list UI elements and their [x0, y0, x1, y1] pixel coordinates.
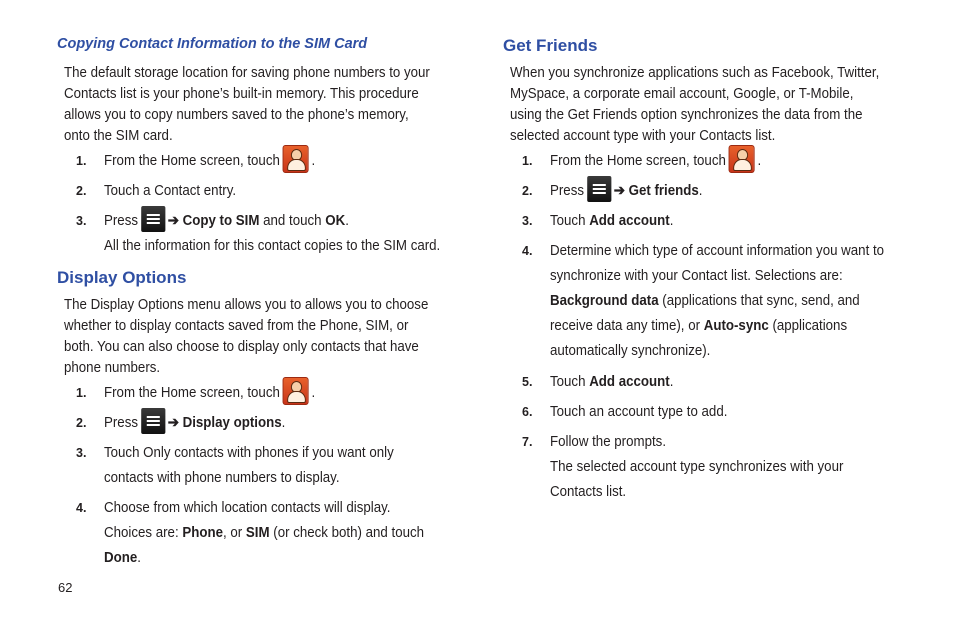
step-number: 2. — [76, 416, 87, 430]
step-text: Touch Only contacts with phones if you want only contacts with phone numbers to display. — [104, 445, 394, 486]
contacts-icon — [729, 145, 755, 173]
step-number: 4. — [522, 244, 533, 258]
step-text: From the Home screen, touch . — [550, 149, 887, 174]
step-number: 2. — [76, 184, 87, 198]
step-note: The selected account type synchronizes with your Contacts list. — [550, 459, 844, 500]
step-text: Touch a Contact entry. — [104, 183, 237, 199]
step-text: Choose from which location contacts will display. Choices are: Phone, or SIM (or check both) and touch Done. — [104, 500, 425, 566]
step-text: Press ➔ Get friends. — [550, 179, 887, 204]
display-options-intro: The Display Options menu allows you to allows you to choose whether to display contacts saved from the Phone, SIM, or both. You can also choose to display only contacts that have phone numbers. — [64, 297, 429, 376]
step-text: Press ➔ Copy to SIM and touch OK. All the information for this contact copies to the SIM card. — [104, 209, 441, 259]
step-number: 5. — [522, 375, 533, 389]
menu-icon — [141, 206, 165, 232]
step-text: From the Home screen, touch . — [104, 149, 441, 174]
step-number: 6. — [522, 405, 533, 419]
menu-icon — [141, 408, 165, 434]
display-options-heading: Display Options — [57, 268, 187, 287]
contacts-icon — [283, 377, 309, 405]
step-number: 4. — [76, 501, 87, 515]
step-number: 1. — [76, 386, 87, 400]
step-number: 3. — [76, 214, 87, 228]
page-number: 62 — [58, 580, 73, 595]
copy-sim-intro: The default storage location for saving phone numbers to your Contacts list is your phone’s built-in memory. This procedure allows you to copy numbers saved to the phone’s memory, onto the SIM card. — [64, 65, 430, 144]
step-text: From the Home screen, touch . — [104, 381, 441, 406]
step-text: Touch Add account. — [550, 374, 674, 390]
menu-icon — [587, 176, 611, 202]
step-text: Press ➔ Display options. — [104, 411, 441, 436]
step-number: 7. — [522, 435, 533, 449]
step-number: 1. — [76, 154, 87, 168]
contacts-icon — [283, 145, 309, 173]
step-number: 3. — [76, 446, 87, 460]
get-friends-intro: When you synchronize applications such as Facebook, Twitter, MySpace, a corporate email account, Google, or T-Mobile, using the Get Friends option synchronizes the data from the selected account type with your Contacts list. — [510, 65, 880, 144]
step-text: Touch Add account. — [550, 213, 674, 229]
step-number: 2. — [522, 184, 533, 198]
copy-sim-heading: Copying Contact Information to the SIM Card — [57, 36, 368, 52]
step-note: All the information for this contact copies to the SIM card. — [104, 238, 441, 254]
step-text: Follow the prompts. The selected account type synchronizes with your Contacts list. — [550, 434, 844, 500]
step-text: Determine which type of account information you want to synchronize with your Contact list. Selections are: Background data (applications that sync, send, and receive data any time), or Auto-sync (applications automatically synchronize). — [550, 243, 885, 359]
step-number: 3. — [522, 214, 533, 228]
step-number: 1. — [522, 154, 533, 168]
get-friends-heading: Get Friends — [503, 36, 598, 55]
step-text: Touch an account type to add. — [550, 404, 728, 420]
